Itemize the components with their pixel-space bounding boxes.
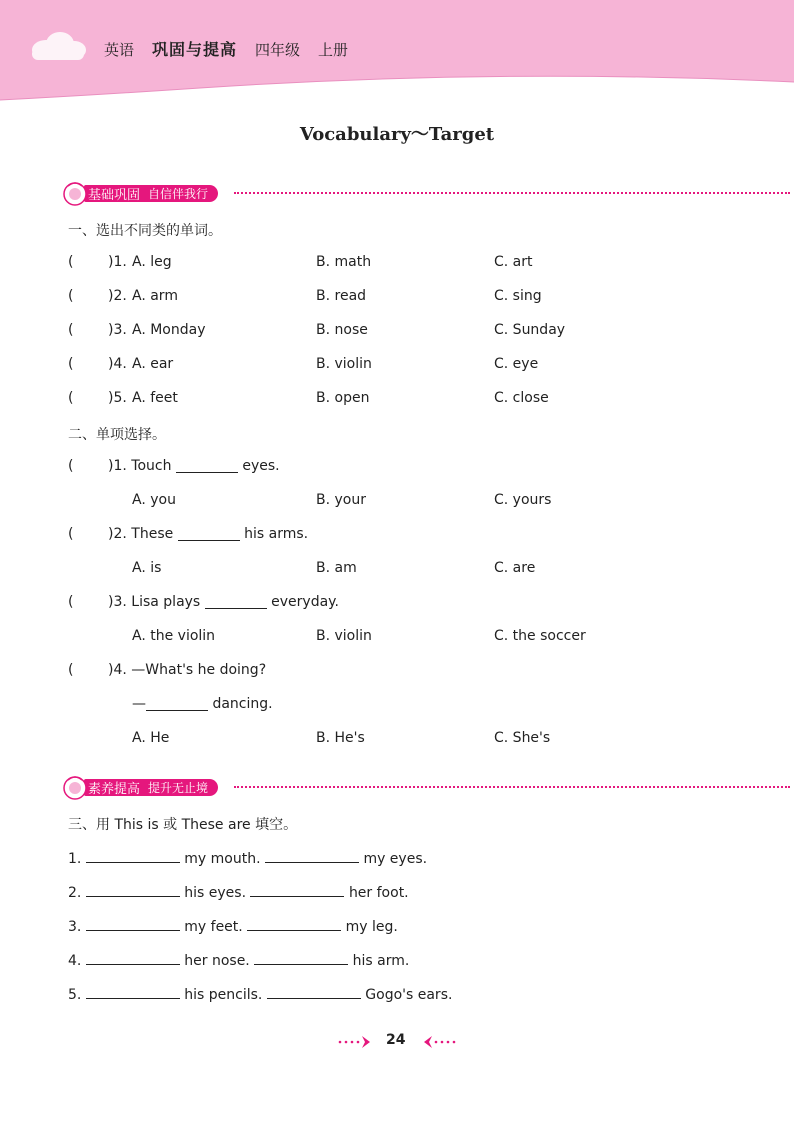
options-row xyxy=(0,492,794,514)
option-c: C. art xyxy=(494,254,533,270)
option-a: A. He xyxy=(132,730,170,746)
stem-before: These xyxy=(131,526,174,542)
item-text: my eyes. xyxy=(363,851,428,867)
section1-heading: 一、选出不同类的单词。 xyxy=(68,223,222,239)
option-c: C. are xyxy=(494,560,536,576)
item-number: 2. xyxy=(68,885,82,901)
options-row xyxy=(0,628,794,650)
answer-blank[interactable] xyxy=(254,950,348,965)
option-c: C. eye xyxy=(494,356,539,372)
fill-blank-row xyxy=(68,882,409,901)
option-c: C. the soccer xyxy=(494,628,586,644)
header-grade: 四年级 xyxy=(255,41,301,59)
option-b: B. math xyxy=(316,254,372,270)
option-c: C. yours xyxy=(494,492,552,508)
stem-before: Touch xyxy=(131,458,172,474)
question-row xyxy=(0,458,794,480)
banner-sub-text: 自信伴我行 xyxy=(148,186,209,201)
options-row xyxy=(0,560,794,582)
option-b: B. am xyxy=(316,560,357,576)
answer-paren: ( xyxy=(68,458,74,474)
options-row xyxy=(0,730,794,752)
answer-blank[interactable] xyxy=(86,882,180,897)
answer-blank[interactable] xyxy=(176,458,238,473)
answer-blank[interactable] xyxy=(265,848,359,863)
question-number: )1. xyxy=(108,254,127,270)
header-volume: 上册 xyxy=(318,41,349,59)
dialogue-response-row xyxy=(0,696,794,718)
answer-paren: ( xyxy=(68,288,74,304)
question-row xyxy=(0,662,794,684)
page-number: 24 xyxy=(386,1032,406,1048)
dialogue-response xyxy=(132,696,273,712)
option-b: B. your xyxy=(316,492,366,508)
option-b: B. open xyxy=(316,390,370,406)
fill-blank-row xyxy=(68,950,409,969)
question-number: )4. xyxy=(108,356,127,372)
question-row xyxy=(0,356,794,378)
option-a: A. leg xyxy=(132,254,172,270)
answer-blank[interactable] xyxy=(86,916,180,931)
question-number: )5. xyxy=(108,390,127,406)
answer-blank[interactable] xyxy=(267,984,361,999)
answer-blank[interactable] xyxy=(86,950,180,965)
answer-paren: ( xyxy=(68,594,74,610)
fill-blank-row xyxy=(68,916,398,935)
option-c: C. She's xyxy=(494,730,551,746)
item-text: my leg. xyxy=(345,919,398,935)
item-text: Gogo's ears. xyxy=(365,987,453,1003)
item-text: my mouth. xyxy=(184,851,261,867)
banner-main-text: 素养提高 xyxy=(88,781,141,797)
dialogue-dash: — xyxy=(132,696,146,712)
option-a: A. is xyxy=(132,560,162,576)
stem-after: his arms. xyxy=(244,526,309,542)
section-banner-basic xyxy=(62,178,218,208)
item-number: 3. xyxy=(68,919,82,935)
dotted-divider xyxy=(234,192,790,194)
option-b: B. violin xyxy=(316,628,372,644)
option-a: A. Monday xyxy=(132,322,206,338)
fill-blank-row xyxy=(68,984,452,1003)
question-number: )3. xyxy=(108,322,127,338)
answer-blank[interactable] xyxy=(247,916,341,931)
option-c: C. Sunday xyxy=(494,322,566,338)
answer-paren: ( xyxy=(68,254,74,270)
item-text: his eyes. xyxy=(184,885,247,901)
stem-after: dancing. xyxy=(212,696,273,712)
page-title: Vocabulary～Target xyxy=(299,124,495,145)
item-text: her nose. xyxy=(184,953,250,969)
answer-paren: ( xyxy=(68,322,74,338)
header-book-title: 巩固与提高 xyxy=(152,40,238,59)
option-a: A. arm xyxy=(132,288,178,304)
banner-sub-text: 提升无止境 xyxy=(148,780,209,795)
stem-after: everyday. xyxy=(271,594,339,610)
item-text: his pencils. xyxy=(184,987,263,1003)
header-subject: 英语 xyxy=(104,41,135,59)
answer-blank[interactable] xyxy=(250,882,344,897)
item-number: 4. xyxy=(68,953,82,969)
option-b: B. read xyxy=(316,288,367,304)
option-a: A. the violin xyxy=(132,628,216,644)
item-text: his arm. xyxy=(352,953,410,969)
answer-paren: ( xyxy=(68,662,74,678)
option-a: A. you xyxy=(132,492,176,508)
answer-blank[interactable] xyxy=(178,526,240,541)
section3-heading: 三、用 This is 或 These are 填空。 xyxy=(68,817,298,833)
stem-after: eyes. xyxy=(242,458,280,474)
option-a: A. feet xyxy=(132,390,178,406)
mascot-icon xyxy=(62,180,88,206)
question-row xyxy=(0,526,794,548)
fill-blank-row xyxy=(68,848,427,867)
answer-blank[interactable] xyxy=(146,696,208,711)
banner-label xyxy=(84,185,218,202)
section2-heading: 二、单项选择。 xyxy=(68,427,166,443)
question-stem xyxy=(108,662,266,678)
section-banner-advanced xyxy=(62,772,218,802)
question-row xyxy=(0,594,794,616)
option-b: B. violin xyxy=(316,356,372,372)
question-row xyxy=(0,390,794,412)
item-text: my feet. xyxy=(184,919,243,935)
question-stem xyxy=(108,526,308,542)
question-stem xyxy=(108,458,280,474)
answer-blank[interactable] xyxy=(86,984,180,999)
option-b: B. He's xyxy=(316,730,365,746)
question-row xyxy=(0,322,794,344)
question-stem xyxy=(108,594,339,610)
question-number: )2. xyxy=(108,526,127,542)
answer-paren: ( xyxy=(68,390,74,406)
dotted-divider xyxy=(234,786,790,788)
item-number: 1. xyxy=(68,851,82,867)
page-footer xyxy=(0,1032,794,1052)
question-number: )1. xyxy=(108,458,127,474)
option-b: B. nose xyxy=(316,322,368,338)
answer-paren: ( xyxy=(68,526,74,542)
answer-paren: ( xyxy=(68,356,74,372)
option-c: C. close xyxy=(494,390,549,406)
option-a: A. ear xyxy=(132,356,174,372)
question-number: )2. xyxy=(108,288,127,304)
item-text: her foot. xyxy=(348,885,409,901)
dialogue-line: —What's he doing? xyxy=(131,662,267,678)
answer-blank[interactable] xyxy=(86,848,180,863)
question-row xyxy=(0,288,794,310)
banner-label xyxy=(84,779,218,796)
option-c: C. sing xyxy=(494,288,542,304)
mascot-icon xyxy=(62,774,88,800)
question-row xyxy=(0,254,794,276)
question-number: )3. xyxy=(108,594,127,610)
banner-main-text: 基础巩固 xyxy=(88,187,141,203)
page-header xyxy=(0,0,794,110)
question-number: )4. xyxy=(108,662,127,678)
answer-blank[interactable] xyxy=(205,594,267,609)
stem-before: Lisa plays xyxy=(131,594,201,610)
item-number: 5. xyxy=(68,987,82,1003)
